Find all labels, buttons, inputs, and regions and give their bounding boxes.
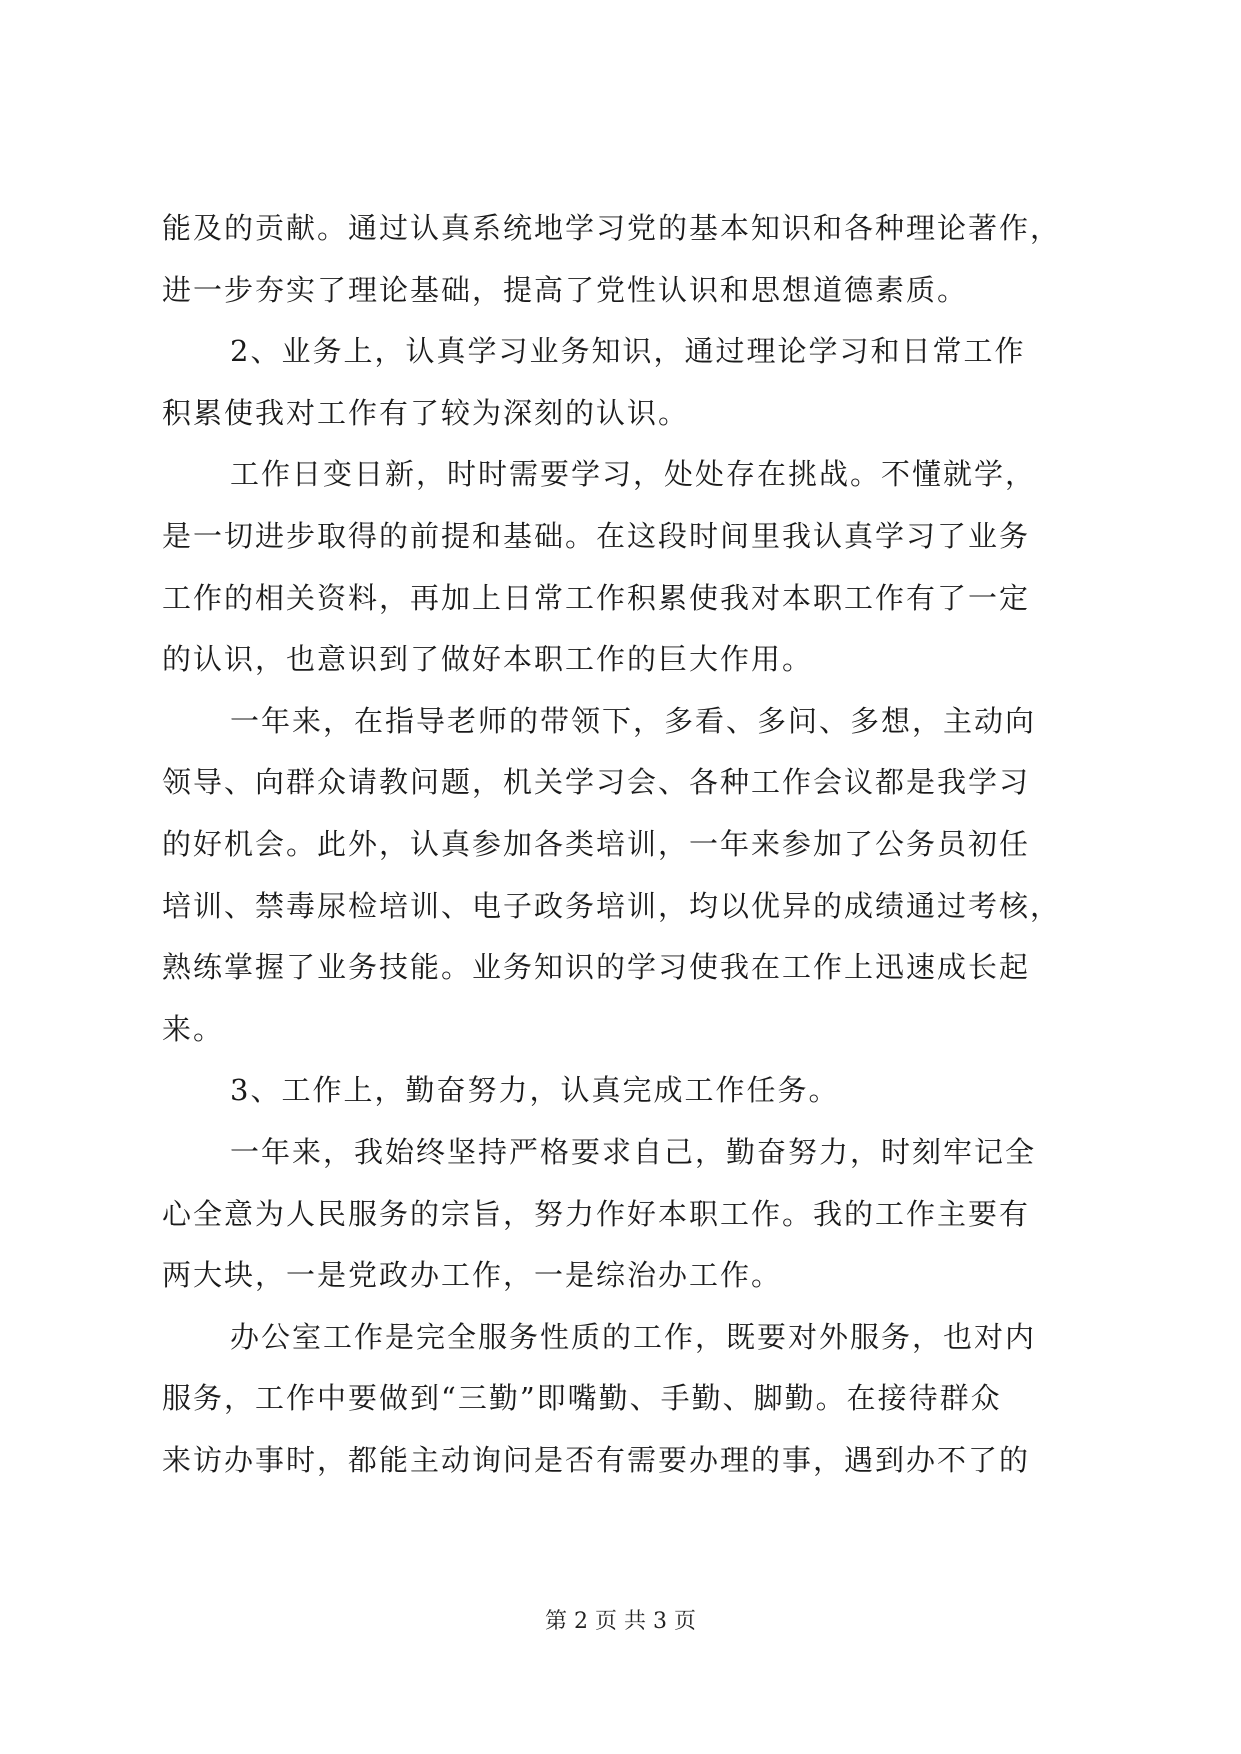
text-line: 一年来，在指导老师的带领下，多看、多问、多想，主动向 [230,703,1037,738]
text-line: 2、业务上，认真学习业务知识，通过理论学习和日常工作 [230,334,1026,369]
text-line: 的认识，也意识到了做好本职工作的巨大作用。 [162,642,814,677]
text-line: 来访办事时，都能主动询问是否有需要办理的事，遇到办不了的 [162,1442,1031,1477]
text-line: 积累使我对工作有了较为深刻的认识。 [162,395,690,430]
text-line: 3、工作上，勤奋努力，认真完成工作任务。 [230,1073,840,1108]
text-line: 心全意为人民服务的宗旨，努力作好本职工作。我的工作主要有 [162,1196,1031,1231]
text-line: 培训、禁毒尿检培训、电子政务培训，均以优异的成绩通过考核， [162,888,1062,923]
document-body [162,198,1092,1491]
text-line: 的好机会。此外，认真参加各类培训，一年来参加了公务员初任 [162,826,1031,861]
text-line: 来。 [162,1011,225,1046]
text-line: 一年来，我始终坚持严格要求自己，勤奋努力，时刻牢记全 [230,1134,1037,1169]
text-line: 熟练掌握了业务技能。业务知识的学习使我在工作上迅速成长起 [162,950,1031,985]
text-line: 办公室工作是完全服务性质的工作，既要对外服务，也对内 [230,1319,1037,1354]
text-line: 是一切进步取得的前提和基础。在这段时间里我认真学习了业务 [162,518,1031,553]
text-line: 能及的贡献。通过认真系统地学习党的基本知识和各种理论著作， [162,211,1062,245]
text-line: 进一步夯实了理论基础，提高了党性认识和思想道德素质。 [162,272,969,307]
text-line: 工作的相关资料，再加上日常工作积累使我对本职工作有了一定 [162,580,1031,615]
text-line: 服务，工作中要做到“三勤”即嘴勤、手勤、脚勤。在接待群众 [162,1381,1002,1416]
page-number-footer: 第 2 页 共 3 页 [545,1609,696,1634]
text-line: 工作日变日新，时时需要学习，处处存在挑战。不懂就学， [230,457,1037,492]
text-line: 两大块，一是党政办工作，一是综治办工作。 [162,1258,783,1293]
text-line: 领导、向群众请教问题，机关学习会、各种工作会议都是我学习 [162,765,1031,800]
